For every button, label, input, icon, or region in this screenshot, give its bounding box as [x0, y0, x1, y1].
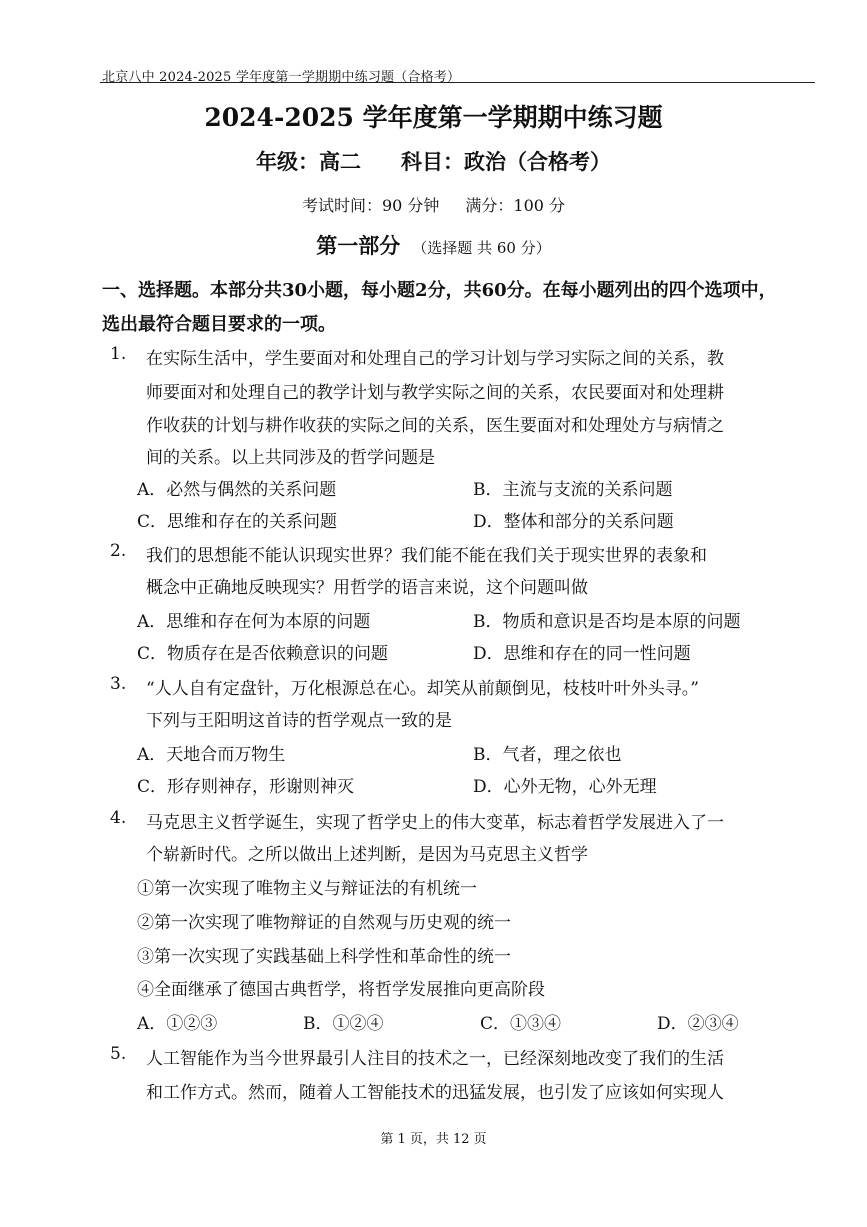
instructions-line-2: 选出最符合题目要求的一项。	[102, 314, 336, 335]
question-4-option-c: C．①③④	[480, 1014, 562, 1034]
question-3-line-1: “人人自有定盘针，万化根源总在心。却笑从前颠倒见，枝枝叶叶外头寻。”	[146, 679, 699, 699]
question-1-number: 1.	[110, 344, 127, 364]
question-4-option-d: D．②③④	[657, 1014, 739, 1034]
part-note: （选择题 共 60 分）	[412, 239, 551, 257]
page-header: 北京八中 2024-2025 学年度第一学期期中练习题（合格考）	[102, 70, 461, 85]
exam-time: 考试时间：90 分钟	[301, 196, 440, 215]
question-4-line-1: 马克思主义哲学诞生，实现了哲学史上的伟大变革，标志着哲学发展进入了一	[146, 813, 724, 833]
question-1-line-3: 作收获的计划与耕作收获的实际之间的关系，医生要面对和处理处方与病情之	[146, 416, 724, 436]
question-5-line-2: 和工作方式。然而，随着人工智能技术的迅猛发展，也引发了应该如何实现人	[146, 1083, 724, 1103]
question-1-option-d: D．整体和部分的关系问题	[473, 512, 674, 532]
question-2-option-d: D．思维和存在的同一性问题	[473, 644, 691, 664]
question-5-number: 5.	[110, 1044, 127, 1064]
question-3-option-a: A．天地合而万物生	[137, 745, 286, 765]
exam-info	[0, 193, 867, 216]
question-2-line-1: 我们的思想能不能认识现实世界？我们能不能在我们关于现实世界的表象和	[146, 546, 707, 566]
document-title: 2024-2025 学年度第一学期期中练习题	[204, 103, 663, 132]
question-3-number: 3.	[110, 674, 127, 694]
question-2-option-b: B．物质和意识是否均是本原的问题	[473, 612, 741, 632]
question-2-option-c: C．物质存在是否依赖意识的问题	[137, 644, 389, 664]
question-5-line-1: 人工智能作为当今世界最引人注目的技术之一，已经深刻地改变了我们的生活	[146, 1049, 724, 1069]
question-1-line-2: 师要面对和处理自己的教学计划与教学实际之间的关系，农民要面对和处理耕	[146, 383, 724, 403]
question-4-number: 4.	[110, 808, 127, 828]
question-4-option-b: B．①②④	[303, 1014, 384, 1034]
question-3-line-2: 下列与王阳明这首诗的哲学观点一致的是	[146, 711, 452, 731]
subject-label: 科目：政治（合格考）	[401, 149, 611, 174]
instructions-line-1: 一、选择题。本部分共30小题，每小题2分，共60分。在每小题列出的四个选项中，	[102, 280, 777, 301]
question-1-option-a: A．必然与偶然的关系问题	[137, 480, 337, 500]
question-4-line-2: 个崭新时代。之所以做出上述判断，是因为马克思主义哲学	[146, 845, 588, 865]
part-heading	[0, 230, 867, 260]
question-4-item-2: ②第一次实现了唯物辩证的自然观与历史观的统一	[137, 913, 511, 933]
question-2-number: 2.	[110, 541, 127, 561]
question-2-option-a: A．思维和存在何为本原的问题	[137, 612, 371, 632]
question-4-item-1: ①第一次实现了唯物主义与辩证法的有机统一	[137, 879, 477, 899]
question-4-item-4: ④全面继承了德国古典哲学，将哲学发展推向更高阶段	[137, 980, 545, 1000]
grade-subject-line	[0, 146, 867, 176]
exam-score: 满分：100 分	[465, 196, 566, 215]
question-1-line-1: 在实际生活中，学生要面对和处理自己的学习计划与学习实际之间的关系，教	[146, 349, 724, 369]
part-title: 第一部分	[316, 233, 401, 258]
question-3-option-d: D．心外无物，心外无理	[473, 777, 657, 797]
page-footer: 第 1 页，共 12 页	[380, 1132, 487, 1147]
header-rule	[100, 82, 815, 83]
question-1-option-c: C．思维和存在的关系问题	[137, 512, 338, 532]
question-1-line-4: 间的关系。以上共同涉及的哲学问题是	[146, 448, 435, 468]
question-3-option-c: C．形存则神存，形谢则神灭	[137, 777, 355, 797]
question-3-option-b: B．气者，理之依也	[473, 745, 622, 765]
question-1-option-b: B．主流与支流的关系问题	[473, 480, 673, 500]
question-2-line-2: 概念中正确地反映现实？用哲学的语言来说，这个问题叫做	[146, 578, 588, 598]
grade-label: 年级：高二	[256, 149, 361, 174]
question-4-item-3: ③第一次实现了实践基础上科学性和革命性的统一	[137, 947, 511, 967]
question-4-option-a: A．①②③	[137, 1014, 218, 1034]
